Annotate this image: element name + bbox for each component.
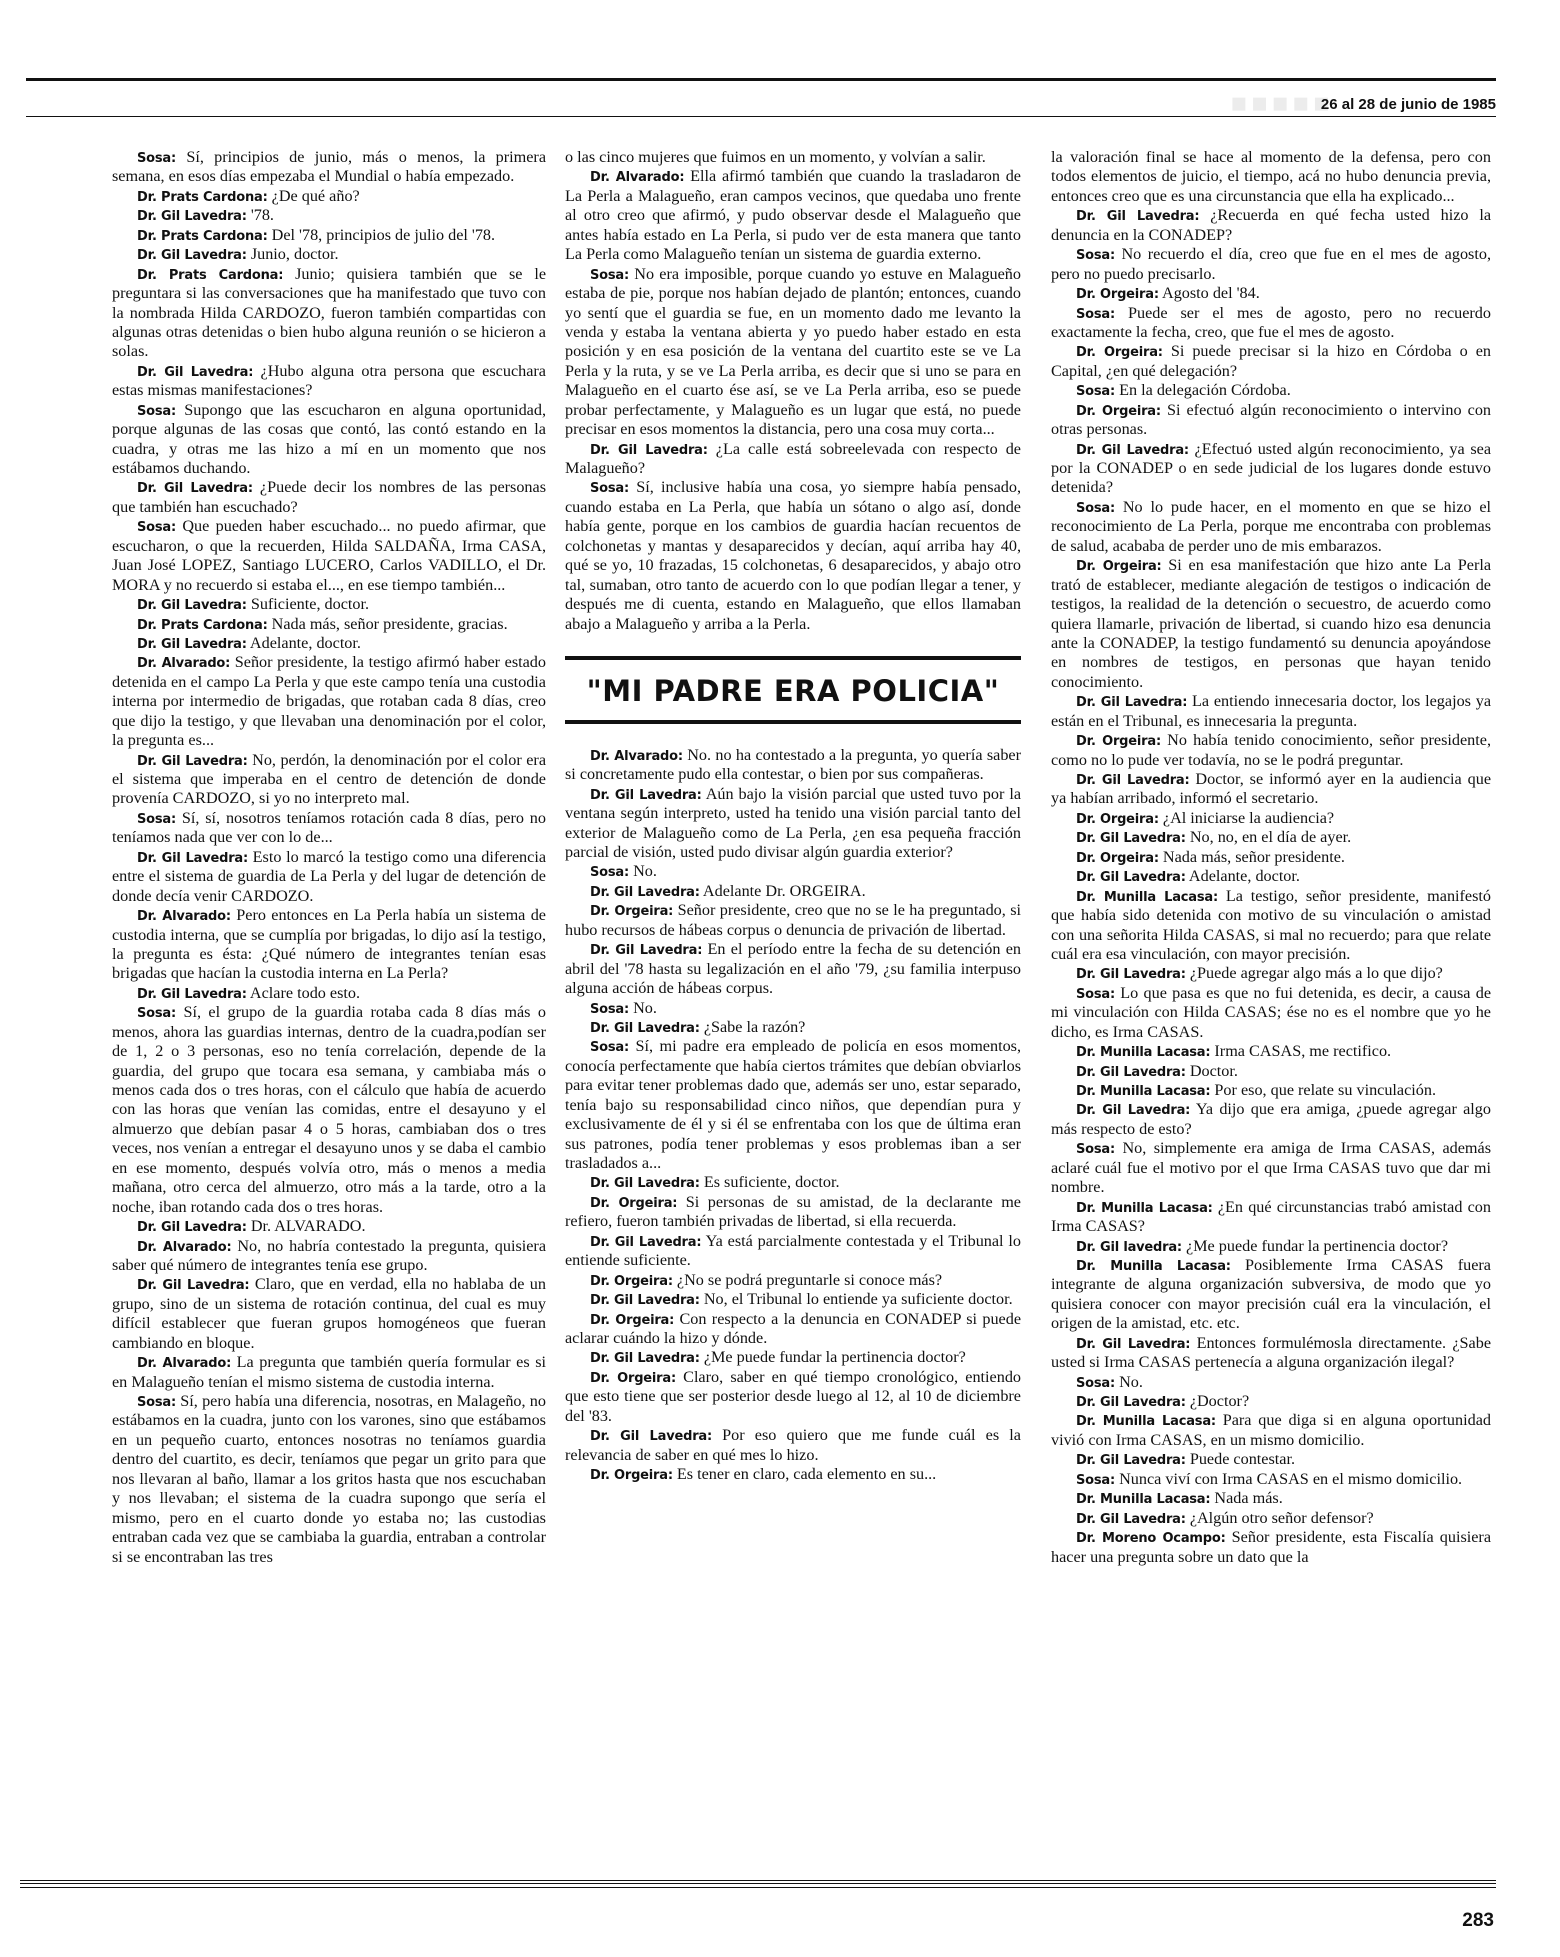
speaker-label: Sosa: [1076, 1375, 1116, 1391]
speaker-label: Dr. Gil Lavedra: [590, 1429, 712, 1445]
transcript-paragraph [112, 362, 546, 401]
speech-text: La pregunta que también quería formular es si en Malagueño tenían el mismo sistema de custodia interna. [112, 1353, 546, 1391]
transcript-paragraph [565, 1465, 1021, 1484]
transcript-paragraph [1051, 809, 1491, 828]
speech-text: Es tener en claro, cada elemento en su... [676, 1465, 937, 1484]
transcript-paragraph [1051, 1470, 1491, 1489]
transcript-paragraph [112, 1275, 546, 1353]
speech-text: Adelante, doctor. [249, 633, 361, 652]
speaker-label: Dr. Prats Cardona: [137, 267, 284, 283]
transcript-paragraph [1051, 1334, 1491, 1373]
transcript-paragraph [565, 1271, 1021, 1290]
transcript-paragraph [565, 999, 1021, 1018]
transcript-paragraph [112, 187, 546, 206]
transcript-paragraph [1051, 770, 1491, 809]
transcript-paragraph [565, 1426, 1021, 1465]
speech-text: Nada más, señor presidente. [1162, 847, 1345, 866]
speaker-label: Dr. Gil Lavedra: [1076, 1511, 1186, 1527]
speech-text: Aún bajo la visión parcial que usted tuvo por la ventana según interpreto, usted ha tenido una visión parcial tanto del exterior de Malagueño como de La Perla, ¿en esa pequeña fracción parcial de visión, usted pudo divisar algún guardia exterior? [565, 784, 1022, 862]
transcript-paragraph [112, 615, 546, 634]
speaker-label: Dr. Gil Lavedra: [137, 753, 248, 769]
speaker-label: Dr. Orgeira: [1076, 850, 1159, 866]
transcript-paragraph [1051, 964, 1491, 983]
speech-text: Por eso quiero que me funde cuál es la relevancia de saber en qué mes lo hizo. [565, 1426, 1021, 1464]
transcript-paragraph [565, 940, 1021, 998]
speech-text: ¿Al iniciarse la audiencia? [1162, 808, 1335, 827]
speech-text: Lo que pasa es que no fui detenida, es decir, a causa de mi vinculación con Hilda CASAS; ése no es el nombre que yo he dicho, es Irma CASAS. [1051, 983, 1492, 1041]
speech-text: Nunca viví con Irma CASAS en el mismo domicilio. [1119, 1469, 1463, 1488]
transcript-paragraph [1051, 692, 1491, 731]
speaker-label: Dr. Alvarado: [137, 1356, 232, 1372]
speaker-label: Dr. Gil Lavedra: [590, 1234, 702, 1250]
speaker-label: Dr. Orgeira: [590, 1312, 675, 1328]
speaker-label: Dr. Alvarado: [590, 170, 685, 186]
transcript-paragraph [565, 901, 1021, 940]
speaker-label: Dr. Gil Lavedra: [590, 1293, 700, 1309]
transcript-paragraph [1051, 498, 1491, 556]
speaker-label: Dr. Prats Cardona: [137, 228, 268, 244]
speaker-label: Dr. Orgeira: [1076, 559, 1162, 575]
speech-text: Adelante Dr. ORGEIRA. [702, 881, 866, 900]
speech-text: Nada más, señor presidente, gracias. [271, 614, 508, 633]
speech-text: ¿Efectuó usted algún reconocimiento, ya sea por la CONADEP o en sede judicial de los lugares donde estuvo detenida? [1051, 439, 1491, 497]
transcript-paragraph [1051, 1450, 1491, 1469]
transcript-paragraph [1051, 848, 1491, 867]
transcript-paragraph [112, 1353, 546, 1392]
speaker-label: Dr. Gil Lavedra: [137, 1278, 250, 1294]
transcript-paragraph [1051, 401, 1491, 440]
speaker-label: Dr. Gil Lavedra: [1076, 967, 1186, 983]
transcript-paragraph [565, 882, 1021, 901]
speech-text: Si puede precisar si la hizo en Córdoba o en Capital, ¿en qué delegación? [1051, 342, 1492, 380]
speaker-label: Dr. Munilla Lacasa: [1076, 1084, 1211, 1099]
speaker-label: Dr. Gil Lavedra: [137, 248, 247, 264]
transcript-paragraph [1051, 284, 1491, 303]
speaker-label: Dr. Gil Lavedra: [1076, 209, 1200, 225]
speech-text: No, no, en el día de ayer. [1189, 828, 1352, 847]
speaker-label: Dr. Gil lavedra: [1076, 1239, 1182, 1255]
speech-text: Ya dijo que era amiga, ¿puede agregar algo más respecto de esto? [1051, 1100, 1491, 1138]
speech-text: ¿Hubo alguna otra persona que escuchara estas mismas manifestaciones? [112, 361, 546, 400]
transcript-paragraph [112, 634, 546, 653]
speech-text: No. [1119, 1372, 1143, 1391]
speech-text: Posiblemente Irma CASAS fuera integrante de alguna organización subversiva, de modo que yo quisiera conocer con mayor precisión cuál era la vinculación, el origen de la amistad, etc. etc. [1051, 1255, 1491, 1333]
speech-text: ¿Puede agregar algo más a lo que dijo? [1189, 964, 1443, 983]
speaker-label: Dr. Gil Lavedra: [1076, 1103, 1191, 1119]
speech-text: Señor presidente, la testigo afirmó haber estado detenida en el campo La Perla y que este campo tenía una custodia interna por intermedio de brigadas, que rotaban cada 8 días, creo que dijo la testigo, y que llevaban una denominación por el color, la pregunta es... [112, 653, 546, 750]
transcript-paragraph [1051, 381, 1491, 400]
transcript-paragraph [112, 906, 546, 984]
speech-text: Con respecto a la denuncia en CONADEP si puede aclarar cuándo la hizo y dónde. [565, 1309, 1022, 1347]
speaker-label: Sosa: [137, 1006, 177, 1022]
transcript-paragraph [1051, 440, 1491, 498]
speech-text: No recuerdo el día, creo que fue en el mes de agosto, pero no puedo precisarlo. [1051, 245, 1491, 283]
speech-text: No, simplemente era amiga de Irma CASAS, además aclaré cuál fue el motivo por el que Irma CASAS tuvo que dar mi nombre. [1051, 1139, 1492, 1197]
column-3 [1051, 148, 1491, 1567]
transcript-paragraph [1051, 1062, 1491, 1081]
transcript-paragraph [565, 1037, 1021, 1173]
speech-text: No. [633, 862, 657, 881]
transcript-paragraph [1051, 1081, 1491, 1100]
speech-text: o las cinco mujeres que fuimos en un momento, y volvían a salir. [565, 148, 986, 166]
section-heading: "MI PADRE ERA POLICIA" [565, 656, 1021, 724]
transcript-paragraph [565, 265, 1021, 440]
speaker-label: Dr. Orgeira: [1076, 287, 1159, 303]
transcript-paragraph [112, 1392, 546, 1567]
speaker-label: Sosa: [137, 403, 177, 419]
speaker-label: Dr. Munilla Lacasa: [1076, 1200, 1213, 1216]
transcript-paragraph [1051, 1139, 1491, 1197]
speech-text: Sí, inclusive había una cosa, yo siempre había pensado, cuando estaba en La Perla, que había un sótano o algo así, donde había gente, porque en los cambios de guardia hacían recuentos de colchonetas y mantas y desaparecidos y decían, aquí arriba hay 40, qué se yo, 10 frazadas, 15 colchonetas, 6 desaparecidos, y abajo otro tal, sumaban, otro tanto de acuerdo con lo que podían llegar a tener, y después me di cuenta, estando en Malagueño, que ellos llamaban abajo a Malagueño y arriba a la Perla. [565, 478, 1021, 633]
speaker-label: Sosa: [137, 1395, 177, 1410]
speech-text: La entiendo innecesaria doctor, los legajos ya están en el Tribunal, es innecesaria la pregunta. [1051, 692, 1492, 730]
speech-text: Claro, saber en qué tiempo cronológico, entiendo que esto tiene que ser posterior desde luego al 12, al 10 de diciembre del '83. [565, 1367, 1022, 1425]
speaker-label: Dr. Munilla Lacasa: [1076, 1045, 1211, 1061]
transcript-paragraph [112, 226, 546, 245]
speech-text: No lo pude hacer, en el momento en que se hizo el reconocimiento de La Perla, porque me encontraba con problemas de salud, acababa de perder uno de mis embarazos. [1051, 497, 1491, 555]
transcript-paragraph [565, 148, 1021, 167]
speaker-label: Dr. Gil Lavedra: [590, 1176, 700, 1192]
transcript-paragraph [1051, 1509, 1491, 1528]
speech-text: ¿Sabe la razón? [703, 1017, 806, 1036]
speech-text: Doctor. [1189, 1061, 1238, 1080]
speech-text: Por eso, que relate su vinculación. [1214, 1081, 1437, 1099]
speaker-label: Dr. Gil Lavedra: [137, 481, 253, 497]
transcript-paragraph [1051, 206, 1491, 245]
speaker-label: Dr. Orgeira: [1076, 811, 1159, 827]
speech-text: Si en esa manifestación que hizo ante La Perla trató de establecer, mediante alegación de testigos o indicación de testigos, la realidad de la detención o secuestro, de acuerdo como quiera llamarle, privación de libertad, si cuando hizo esa denuncia ante la CONADEP, la testigo fundamentó su denuncia apoyándose en nombres de testigos, en personas que hayan tenido conocimiento. [1051, 556, 1492, 691]
speaker-label: Dr. Alvarado: [137, 656, 231, 672]
transcript-paragraph [112, 595, 546, 614]
speaker-label: Sosa: [1076, 1142, 1116, 1158]
transcript-paragraph [112, 653, 546, 750]
speaker-label: Dr. Orgeira: [590, 1468, 673, 1484]
speaker-label: Sosa: [1076, 500, 1116, 516]
speaker-label: Dr. Prats Cardona: [137, 617, 268, 633]
speaker-label: Dr. Gil Lavedra: [1076, 831, 1186, 847]
transcript-paragraph [112, 1217, 546, 1236]
speech-text: No era imposible, porque cuando yo estuve en Malagueño estaba de pie, porque nos habían dejado de plantón; entonces, cuando yo sentí que el guardia se fue, en un momento dado me levanto la venda y estaba la ventana abierta y yo puedo haber estado en esta posición y en esa posición de la ventana del cuartito este se ve La Perla y la ruta, y se ve La Perla arriba, es decir que si uno se para en Malagueño en el cuarto ése así, se ve La Perla arriba, eso se puede probar perfectamente, y Malagueño es un lugar que está, no puede precisar en esos momentos la distancia, pero una cosa muy corta... [565, 264, 1021, 439]
speaker-label: Dr. Gil Lavedra: [1076, 773, 1190, 788]
speech-text: Que pueden haber escuchado... no puedo afirmar, que escucharon, o que la recuerden, Hilda SALDAÑA, Irma CASA, Juan José LOPEZ, Santiago LUCERO, Carlos VADILLO, el Dr. MORA y no recuerdo si estaba el..., en ese tiempo también... [112, 517, 546, 594]
speech-text: ¿Recuerda en qué fecha usted hizo la denuncia en la CONADEP? [1051, 206, 1492, 244]
transcript-paragraph [565, 167, 1021, 264]
transcript-paragraph [1051, 342, 1491, 381]
speaker-label: Dr. Munilla Lacasa: [1076, 1414, 1216, 1430]
transcript-paragraph [1051, 556, 1491, 692]
transcript-paragraph [565, 1193, 1021, 1232]
speech-text: Señor presidente, creo que no se le ha preguntado, si hubo recursos de hábeas corpus o denuncia de privación de libertad. [565, 901, 1022, 939]
speaker-label: Sosa: [590, 267, 630, 283]
speaker-label: Dr. Gil Lavedra: [1076, 1064, 1186, 1080]
speaker-label: Dr. Alvarado: [590, 748, 683, 764]
speech-text: la valoración final se hace al momento de la defensa, pero con todos elementos de juicio, el tiempo, acá no hubo denuncia previa, entonces creo que es una circunstancia que ella ha explicado... [1051, 148, 1491, 205]
transcript-paragraph [112, 1237, 546, 1276]
issue-date: 26 al 28 de junio de 1985 [1320, 96, 1496, 113]
transcript-paragraph [1051, 887, 1491, 965]
speech-text: Sí, sí, nosotros teníamos rotación cada 8 días, pero no teníamos nada que ver con lo de... [112, 808, 546, 847]
speaker-label: Sosa: [1076, 986, 1116, 1002]
footer-rule [20, 1880, 1496, 1888]
transcript-paragraph [565, 1018, 1021, 1037]
speaker-label: Sosa: [137, 151, 177, 166]
speech-text: Sí, principios de junio, más o menos, la primera semana, en esos días empezaba el Mundial o había empezado. [112, 148, 547, 186]
transcript-paragraph [1051, 1528, 1491, 1567]
speaker-label: Dr. Gil Lavedra: [1076, 695, 1188, 711]
transcript-paragraph [112, 245, 546, 264]
header-rule [26, 78, 1496, 81]
speaker-label: Dr. Gil Lavedra: [137, 1220, 247, 1236]
speaker-label: Dr. Orgeira: [590, 1273, 673, 1289]
speech-text: ¿De qué año? [271, 186, 360, 205]
transcript-paragraph [1051, 1392, 1491, 1411]
speaker-label: Sosa: [137, 520, 177, 536]
speaker-label: Dr. Gil Lavedra: [590, 884, 700, 900]
transcript-paragraph [565, 1310, 1021, 1349]
transcript-paragraph [112, 751, 546, 809]
speech-text: Junio, doctor. [250, 245, 339, 264]
speech-text: La testigo, señor presidente, manifestó que había sido detenida con motivo de su vinculación o amistad con una señorita Hilda CASAS, si mal no recuerdo; para que relate cuál era esa vinculación, con mayor precisión. [1051, 886, 1492, 963]
speech-text: Nada más. [1214, 1489, 1283, 1508]
speaker-label: Dr. Orgeira: [1076, 345, 1163, 361]
speaker-label: Dr. Gil Lavedra: [137, 986, 247, 1002]
speech-text: ¿Puede decir los nombres de las personas que también han escuchado? [112, 478, 546, 516]
transcript-paragraph [1051, 1237, 1491, 1256]
transcript-paragraph [1051, 304, 1491, 343]
speech-text: Suficiente, doctor. [250, 595, 370, 614]
speaker-label: Dr. Prats Cardona: [137, 189, 268, 205]
speech-text: Sí, el grupo de la guardia rotaba cada 8 días más o menos, ahora las guardias internas, dentro de la cuadra,podían ser de 1, 2 o 3 personas, eso no tenía correlación, depende de la guardia, del grupo que tocara esa semana, y cambiaba más o menos cada dos o tres horas, con el cálculo que había de acuerdo con las horas que venían las comidas, entre el desayuno y el almuerzo que debían pasar 4 o 5 horas, cambiaban dos o tres veces, nos venían a entregar el desayuno unos y se daba el cambio en ese momento, después volvía otro, más o menos a media mañana, otro cerca del almuerzo, otro más a la tarde, otro a la noche, iban rotando cada dos o tres horas. [112, 1003, 546, 1216]
speaker-label: Dr. Gil Lavedra: [590, 1020, 700, 1036]
speech-text: Puede ser el mes de agosto, pero no recuerdo exactamente la fecha, creo, que fue el mes de agosto. [1051, 303, 1491, 341]
bleed-through-mark: ▪▪▪▪▪ [1230, 88, 1334, 118]
transcript-paragraph [565, 1232, 1021, 1271]
speech-text: Si efectuó algún reconocimiento o intervino con otras personas. [1051, 400, 1492, 439]
transcript-paragraph [1051, 1489, 1491, 1508]
speech-text: No. no ha contestado a la pregunta, yo quería saber si concretamente pudo ella contestar, o bien por sus compañeras. [565, 745, 1021, 784]
speaker-label: Dr. Orgeira: [1076, 403, 1161, 419]
speaker-label: Dr. Gil Lavedra: [590, 442, 708, 458]
transcript-paragraph [112, 517, 546, 595]
speech-text: Adelante, doctor. [1188, 867, 1300, 886]
transcript-paragraph [1051, 984, 1491, 1042]
transcript-paragraph [1051, 1198, 1491, 1237]
transcript-paragraph [565, 785, 1021, 863]
transcript-paragraph [565, 478, 1021, 634]
transcript-paragraph [112, 206, 546, 225]
speech-text: No, perdón, la denominación por el color era el sistema que imperaba en el centro de detención de donde provenía CARDOZO, si yo no interpreto mal. [112, 750, 546, 808]
speaker-label: Dr. Munilla Lacasa: [1076, 1258, 1231, 1274]
speech-text: ¿La calle está sobreelevada con respecto de Malagueño? [565, 439, 1021, 477]
speech-text: Sí, pero había una diferencia, nosotras, en Malageño, no estábamos en la cuadra, junto con los varones, sino que estábamos en un pequeño cuarto, entonces nosotras no teníamos guardia dentro del cuartito, es decir, teníamos que pegar un grito para que nos llevaran al baño, llamar a los gritos hasta que nos escuchaban y nos llevaban; el sistema de la cuadra supongo que sería el mismo, pero en el cuarto donde yo estaba no; las custodias entraban cada vez que se cambiaba la guardia, entraban a controlar si se encontraban las tres [112, 1392, 546, 1566]
speaker-label: Dr. Gil Lavedra: [137, 598, 247, 614]
speaker-label: Dr. Gil Lavedra: [1076, 1336, 1191, 1352]
speech-text: Ella afirmó también que cuando la trasladaron de La Perla a Malagueño, eran campos vecinos, que quedaba uno frente al otro creo que afirmó, y pudo observar desde el Malagueño que antes había estado en La Perla, si pudo ver de esta manera que tanto La Perla como Malagueño tenían un sistema de guardia externo. [565, 167, 1021, 264]
speaker-label: Dr. Gil Lavedra: [590, 1351, 700, 1367]
speaker-label: Sosa: [1076, 1472, 1116, 1488]
speech-text: Señor presidente, esta Fiscalía quisiera hacer una pregunta sobre un dato que la [1051, 1528, 1492, 1566]
speaker-label: Dr. Orgeira: [590, 1370, 676, 1386]
speaker-label: Dr. Gil Lavedra: [1076, 870, 1186, 886]
speech-text: Si personas de su amistad, de la declarante me refiero, fueron también privadas de libertad, si ella recuerda. [565, 1192, 1021, 1231]
speech-text: ¿No se podrá preguntarle si conoce más? [676, 1270, 943, 1289]
transcript-paragraph [1051, 245, 1491, 284]
transcript-paragraph [112, 148, 546, 187]
page-number: 283 [1462, 1910, 1494, 1931]
speaker-label: Dr. Gil Lavedra: [1076, 1453, 1186, 1469]
speech-text: Irma CASAS, me rectifico. [1214, 1042, 1392, 1061]
transcript-paragraph [112, 809, 546, 848]
transcript-paragraph [1051, 148, 1491, 206]
speaker-label: Dr. Munilla Lacasa: [1076, 889, 1218, 905]
speech-text: No, el Tribunal lo entiende ya suficiente doctor. [703, 1290, 1013, 1309]
transcript-paragraph [112, 265, 546, 362]
speaker-label: Dr. Orgeira: [1076, 734, 1161, 750]
transcript-paragraph [565, 1348, 1021, 1367]
speech-text: Doctor, se informó ayer en la audiencia que ya habían arribado, informó el secretario. [1051, 770, 1492, 808]
speaker-label: Dr. Gil Lavedra: [590, 787, 702, 803]
speaker-label: Sosa: [137, 811, 177, 827]
speaker-label: Sosa: [590, 481, 630, 497]
speaker-label: Dr. Gil Lavedra: [1076, 442, 1189, 458]
transcript-paragraph [112, 984, 546, 1003]
speaker-label: Dr. Moreno Ocampo: [1076, 1531, 1226, 1547]
speech-text: '78. [250, 206, 274, 225]
speaker-label: Dr. Alvarado: [137, 1239, 232, 1255]
column-1 [112, 148, 546, 1567]
transcript-paragraph [565, 746, 1021, 785]
speech-text: ¿Algún otro señor defensor? [1189, 1508, 1374, 1527]
transcript-paragraph [1051, 1100, 1491, 1139]
speaker-label: Sosa: [1076, 306, 1116, 322]
transcript-paragraph [112, 478, 546, 517]
transcript-paragraph [565, 1173, 1021, 1192]
speech-text: Aclare todo esto. [249, 983, 361, 1002]
speaker-label: Dr. Orgeira: [590, 904, 674, 920]
speaker-label: Dr. Gil Lavedra: [137, 209, 247, 225]
speaker-label: Dr. Alvarado: [137, 909, 231, 925]
speaker-label: Sosa: [590, 1040, 630, 1056]
speech-text: ¿Doctor? [1189, 1392, 1250, 1410]
speech-text: ¿En qué circunstancias trabó amistad con Irma CASAS? [1051, 1197, 1491, 1236]
speech-text: Puede contestar. [1189, 1450, 1295, 1469]
transcript-paragraph [1051, 1373, 1491, 1392]
speaker-label: Dr. Orgeira: [590, 1195, 678, 1211]
speaker-label: Sosa: [1076, 248, 1116, 264]
speech-text: Esto lo marcó la testigo como una diferencia entre el sistema de guardia de La Perla y del lugar de detención de donde decía venir CARDOZO. [112, 847, 547, 905]
speaker-label: Sosa: [590, 865, 630, 881]
column-2 [565, 148, 1021, 1484]
speech-text: Ya está parcialmente contestada y el Tribunal lo entiende suficiente. [565, 1231, 1021, 1270]
header-rule-thin [26, 116, 1496, 117]
speaker-label: Dr. Gil Lavedra: [590, 943, 703, 959]
speaker-label: Dr. Gil Lavedra: [1076, 1395, 1186, 1410]
transcript-paragraph [1051, 1256, 1491, 1334]
speech-text: Sí, mi padre era empleado de policía en esos momentos, conocía perfectamente que había ciertos trámites que debían obviarlos para evitar tener problemas dado que, además ser uno, estar separado, tenía bajo su responsabilidad cinco niños, que dependían pura y exclusivamente de él y si él se enfrentaba con los que de última eran sus patrones, podía tener problemas y esos problemas iban a ser trasladados a... [565, 1037, 1022, 1173]
transcript-paragraph [565, 1368, 1021, 1426]
speech-text: Supongo que las escucharon en alguna oportunidad, porque algunas de las cosas que contó, las contó estando en la cuadra, y otras me las hizo a mí en un momento que nos estábamos duchando. [112, 400, 546, 477]
transcript-paragraph [112, 1003, 546, 1217]
speech-text: En el período entre la fecha de su detención en abril del '78 hasta su legalización en el año '79, ¿su familia interpuso alguna acción de hábeas corpus. [565, 940, 1022, 998]
speaker-label: Sosa: [590, 1001, 630, 1017]
transcript-paragraph [1051, 1411, 1491, 1450]
speech-text: Es suficiente, doctor. [703, 1173, 840, 1192]
speech-text: ¿Me puede fundar la pertinencia doctor? [1185, 1236, 1449, 1255]
speech-text: No, no habría contestado la pregunta, quisiera saber qué número de integrantes tenía ese grupo. [112, 1236, 547, 1274]
speech-text: No. [633, 998, 657, 1017]
speech-text: Del '78, principios de julio del '78. [271, 225, 496, 244]
transcript-paragraph [565, 440, 1021, 479]
speech-text: Entonces formulémosla directamente. ¿Sabe usted si Irma CASAS pertenecía a alguna organización ilegal? [1051, 1333, 1492, 1372]
speech-text: Agosto del '84. [1162, 284, 1260, 303]
speech-text: No había tenido conocimiento, señor presidente, como no lo pude ver todavía, no se le podrá preguntar. [1051, 731, 1491, 769]
transcript-paragraph [1051, 1042, 1491, 1061]
speech-text: Dr. ALVARADO. [250, 1217, 366, 1236]
speech-text: ¿Me puede fundar la pertinencia doctor? [703, 1348, 966, 1367]
speech-text: Junio; quisiera también que se le preguntara si las conversaciones que ha manifestado que tuvo con la nombrada Hilda CARDOZO, fueron también compartidas con algunas otras detenidas o bien hubo alguna reunión o se hicieron a solas. [112, 264, 546, 361]
speech-text: En la delegación Córdoba. [1119, 381, 1291, 400]
speaker-label: Dr. Gil Lavedra: [137, 364, 254, 380]
transcript-paragraph [565, 862, 1021, 881]
transcript-paragraph [1051, 731, 1491, 770]
transcript-paragraph [112, 401, 546, 479]
speech-text: Claro, que en verdad, ella no hablaba de un grupo, sino de un sistema de rotación continua, del cual es muy difícil establecer que fueran grupos homogéneos que fueran cambiando en bloque. [112, 1275, 546, 1352]
transcript-paragraph [112, 848, 546, 906]
speaker-label: Sosa: [1076, 384, 1116, 400]
transcript-paragraph [565, 1290, 1021, 1309]
transcript-paragraph [1051, 828, 1491, 847]
speech-text: Pero entonces en La Perla había un sistema de custodia interna, que se cumplía por brigadas, lo dijo así la testigo, la pregunta es ésta: ¿Qué número de integrantes tenían esas brigadas que hacían la custodia interna en La Perla? [112, 906, 546, 983]
speaker-label: Dr. Gil Lavedra: [137, 636, 247, 652]
speaker-label: Dr. Munilla Lacasa: [1076, 1492, 1211, 1508]
speech-text: Para que diga si en alguna oportunidad vivió con Irma CASAS, en un mismo domicilio. [1051, 1411, 1491, 1449]
transcript-paragraph [1051, 867, 1491, 886]
speaker-label: Dr. Gil Lavedra: [137, 850, 248, 866]
